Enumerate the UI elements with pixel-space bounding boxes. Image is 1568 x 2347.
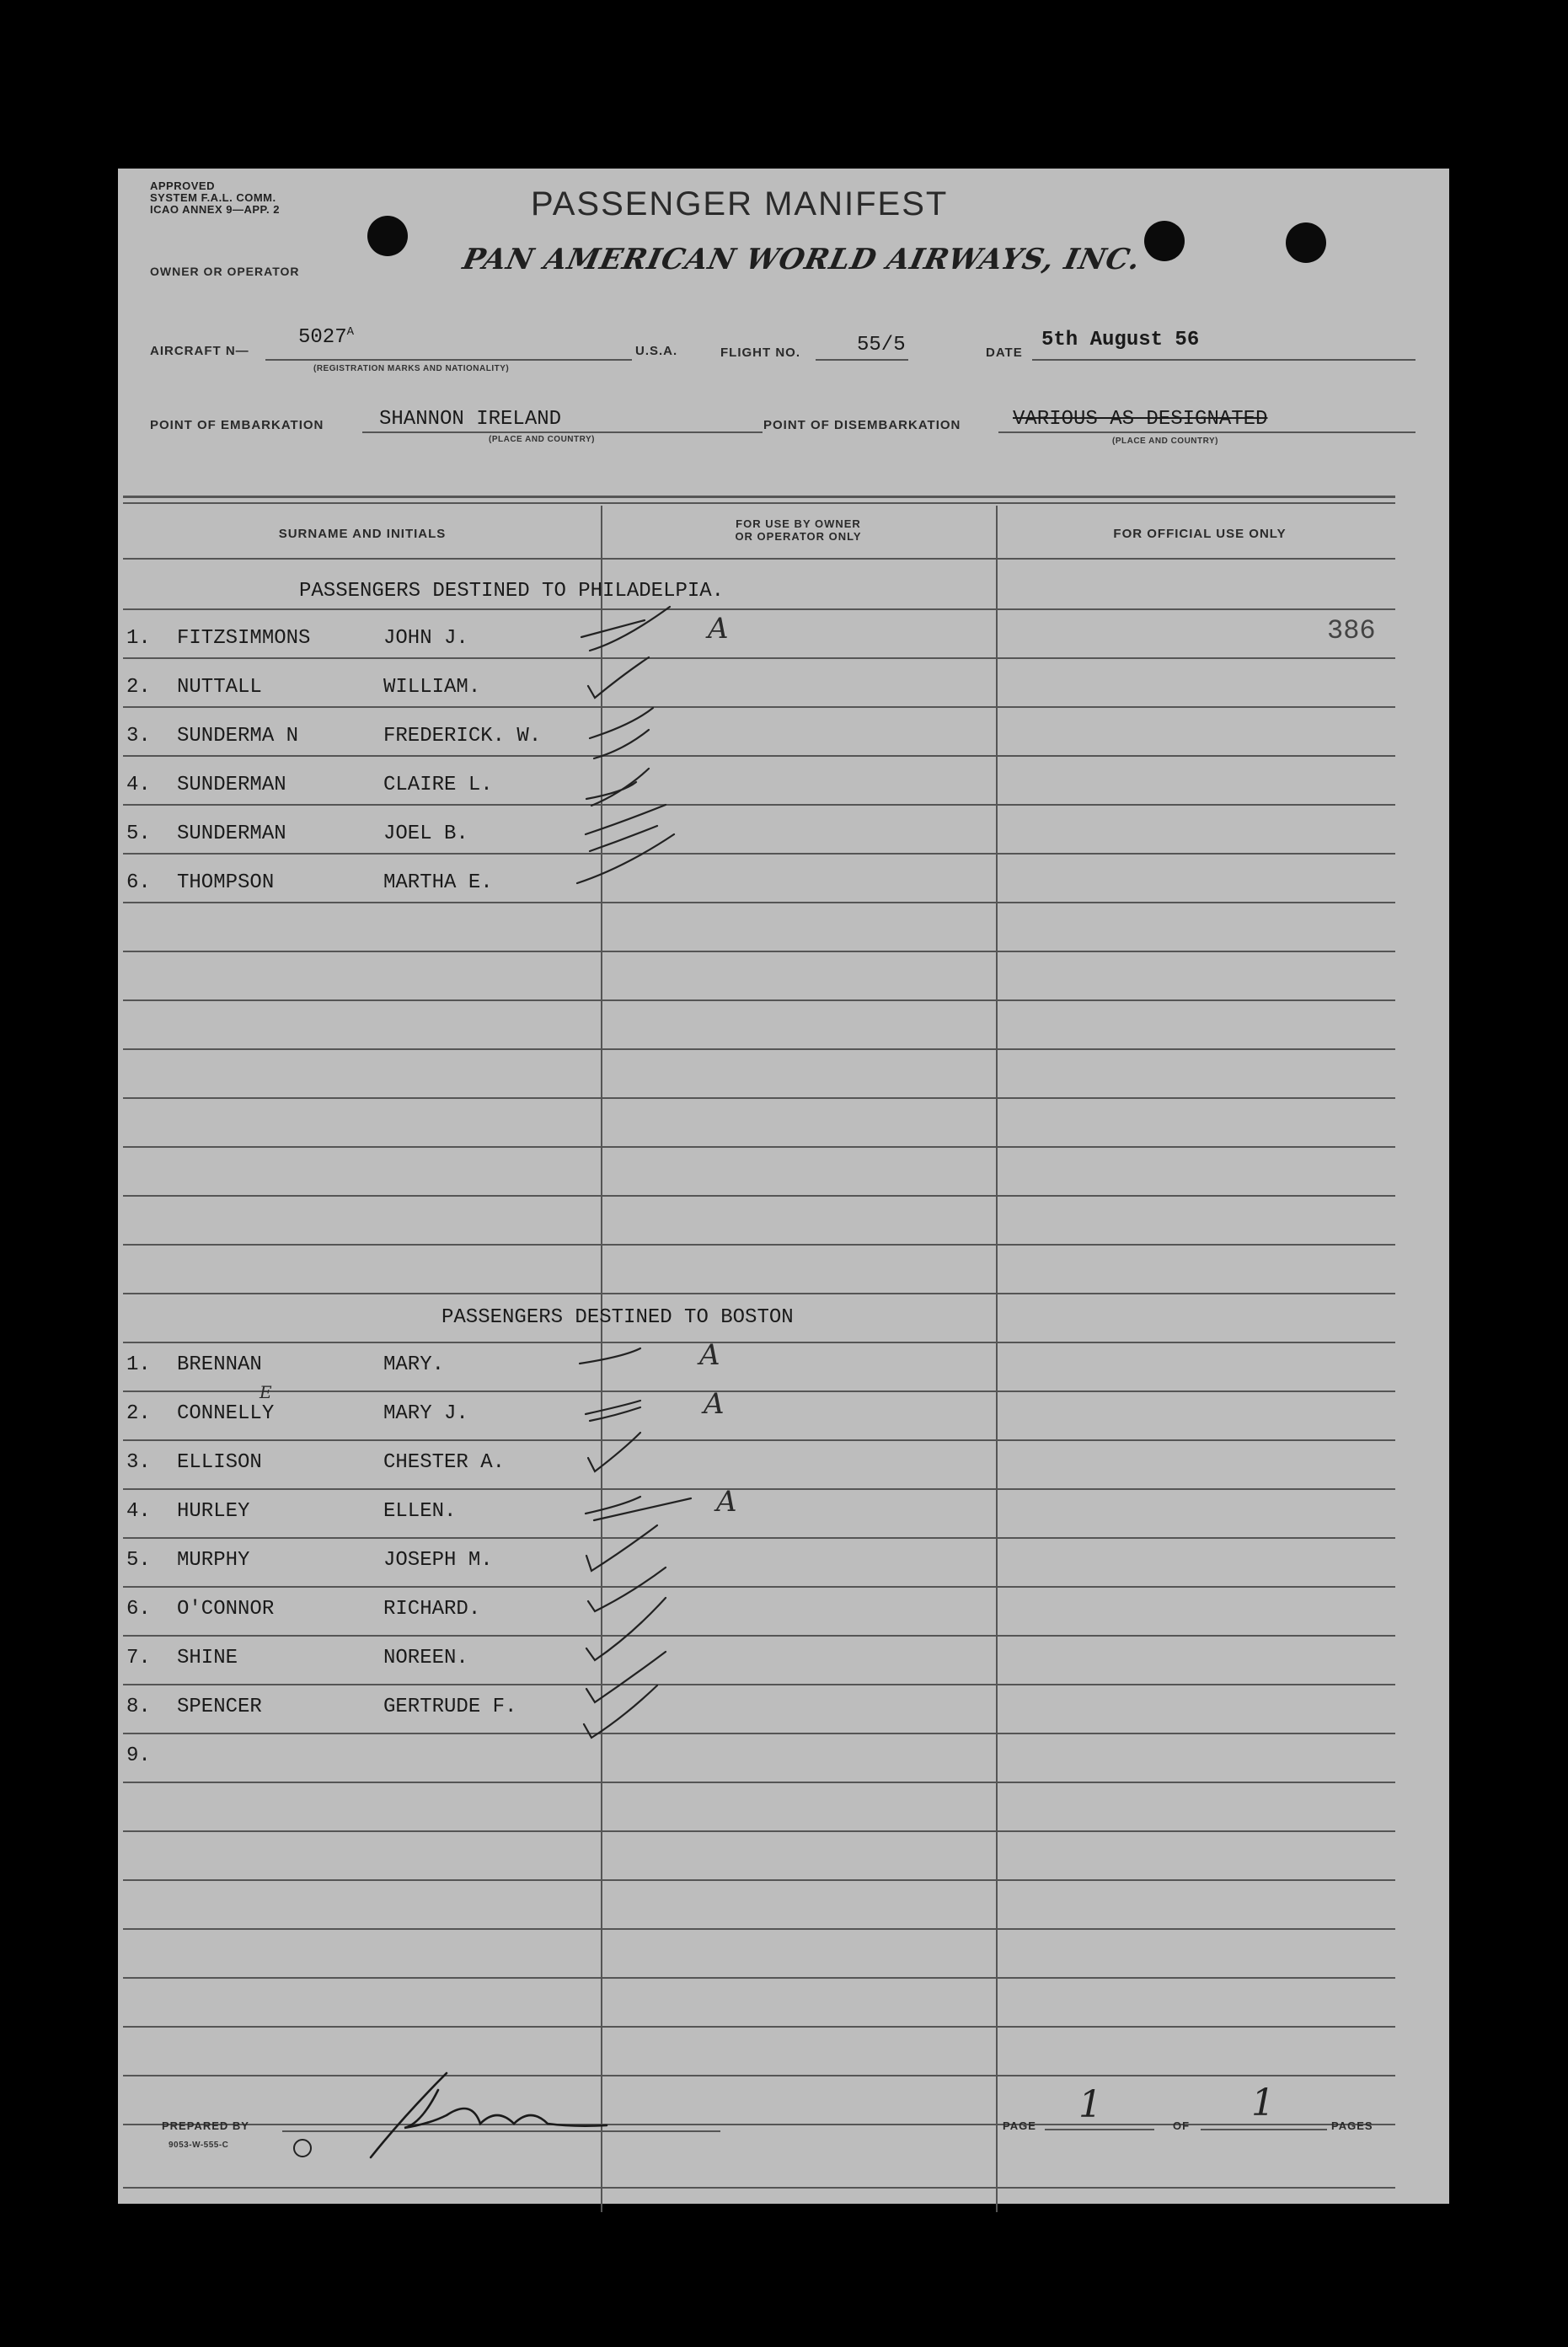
registration-caption: (REGISTRATION MARKS AND NATIONALITY) — [313, 364, 510, 373]
handwritten-mark-a: A — [708, 612, 729, 646]
passenger-given-name: JOSEPH M. — [383, 1549, 493, 1572]
passenger-surname: HURLEY — [177, 1500, 250, 1523]
airline-name: PAN AMERICAN WORLD AIRWAYS, INC. — [459, 243, 1144, 276]
column-header-surname: SURNAME AND INITIALS — [278, 527, 447, 541]
passenger-surname: THOMPSON — [177, 871, 275, 894]
handwritten-check-marks — [118, 169, 1449, 2204]
of-label: OF — [1173, 2119, 1191, 2132]
approval-line: ICAO ANNEX 9—APP. 2 — [150, 203, 280, 216]
manifest-sheet — [118, 169, 1449, 2204]
handwritten-correction-e: E — [260, 1382, 272, 1402]
handwritten-mark-a: A — [699, 1338, 720, 1372]
prepared-label: PREPARED BY — [162, 2119, 249, 2132]
passenger-number: 2. — [126, 676, 151, 699]
aircraft-suffix: A — [346, 325, 355, 339]
nationality: U.S.A. — [635, 344, 678, 358]
date-value: 5th August 56 — [1041, 329, 1200, 351]
column-header-owner-line2: OR OPERATOR ONLY — [735, 530, 862, 543]
passenger-given-name: MARY J. — [383, 1402, 468, 1425]
passenger-number: 3. — [126, 1451, 151, 1474]
passenger-surname: O'CONNOR — [177, 1598, 275, 1621]
passenger-given-name: ELLEN. — [383, 1500, 457, 1523]
passenger-number: 6. — [126, 1598, 151, 1621]
passenger-given-name: NOREEN. — [383, 1647, 468, 1669]
disembark-place-caption: (PLACE AND COUNTRY) — [1112, 437, 1218, 446]
disembark-label: POINT OF DISEMBARKATION — [763, 418, 961, 432]
passenger-given-name: JOEL B. — [383, 823, 468, 845]
section-heading-philadelphia: PASSENGERS DESTINED TO PHILADELPIA. — [299, 580, 725, 603]
passenger-surname: MURPHY — [177, 1549, 250, 1572]
passenger-surname: NUTTALL — [177, 676, 262, 699]
passenger-surname: SUNDERMA N — [177, 725, 299, 748]
flight-value: 55/5 — [857, 334, 906, 356]
passenger-number: 1. — [126, 1353, 151, 1376]
embark-label: POINT OF EMBARKATION — [150, 418, 324, 432]
passenger-given-name: CLAIRE L. — [383, 774, 493, 796]
passenger-given-name: CHESTER A. — [383, 1451, 506, 1474]
column-header-official: FOR OFFICIAL USE ONLY — [1113, 527, 1287, 541]
page-title: PASSENGER MANIFEST — [531, 185, 949, 222]
passenger-number: 7. — [126, 1647, 151, 1669]
passenger-given-name: JOHN J. — [383, 627, 468, 650]
passenger-surname: SUNDERMAN — [177, 774, 286, 796]
column-header-owner-line1: FOR USE BY OWNER — [736, 517, 861, 530]
approval-line: SYSTEM F.A.L. COMM. — [150, 191, 276, 204]
passenger-given-name: WILLIAM. — [383, 676, 481, 699]
date-label: DATE — [986, 346, 1023, 360]
owner-label: OWNER OR OPERATOR — [150, 265, 300, 278]
official-number: 386 — [1327, 615, 1376, 646]
passenger-surname: BRENNAN — [177, 1353, 262, 1376]
disembark-value: VARIOUS AS DESIGNATED — [1013, 408, 1268, 431]
flight-label: FLIGHT NO. — [720, 346, 800, 360]
passenger-number: 1. — [126, 627, 151, 650]
approval-line: APPROVED — [150, 180, 215, 192]
handwritten-mark-a: A — [716, 1485, 737, 1519]
passenger-given-name: GERTRUDE F. — [383, 1696, 517, 1718]
page-underline — [1045, 2129, 1154, 2130]
passenger-number: 6. — [126, 871, 151, 894]
passenger-given-name: MARY. — [383, 1353, 445, 1376]
passenger-number: 3. — [126, 725, 151, 748]
passenger-number: 4. — [126, 774, 151, 796]
aircraft-value: $5027^A$ — [298, 325, 355, 349]
passenger-surname: CONNELLY — [177, 1402, 275, 1425]
union-bug-icon — [293, 2139, 312, 2157]
pages-label: PAGES — [1331, 2119, 1373, 2132]
passenger-number: 4. — [126, 1500, 151, 1523]
passenger-number: 9. — [126, 1744, 151, 1767]
aircraft-label: AIRCRAFT N— — [150, 344, 249, 358]
passenger-number: 8. — [126, 1696, 151, 1718]
passenger-surname: SHINE — [177, 1647, 238, 1669]
preparer-signature — [354, 2065, 708, 2166]
of-value: 1 — [1251, 2082, 1275, 2125]
embark-value: SHANNON IRELAND — [379, 408, 562, 431]
section-heading-boston: PASSENGERS DESTINED TO BOSTON — [442, 1306, 794, 1329]
of-underline — [1201, 2129, 1327, 2130]
passenger-surname: SPENCER — [177, 1696, 262, 1718]
passenger-number: 5. — [126, 823, 151, 845]
passenger-surname: SUNDERMAN — [177, 823, 286, 845]
passenger-surname: ELLISON — [177, 1451, 262, 1474]
passenger-given-name: RICHARD. — [383, 1598, 481, 1621]
form-code: 9053-W-555-C — [169, 2141, 229, 2150]
passenger-given-name: FREDERICK. W. — [383, 725, 542, 748]
page-label: PAGE — [1003, 2119, 1036, 2132]
embark-place-caption: (PLACE AND COUNTRY) — [489, 435, 595, 444]
passenger-given-name: MARTHA E. — [383, 871, 493, 894]
passenger-surname: FITZSIMMONS — [177, 627, 311, 650]
page-value: 1 — [1078, 2083, 1102, 2126]
handwritten-mark-a: A — [704, 1387, 725, 1421]
passenger-number: 5. — [126, 1549, 151, 1572]
passenger-number: 2. — [126, 1402, 151, 1425]
